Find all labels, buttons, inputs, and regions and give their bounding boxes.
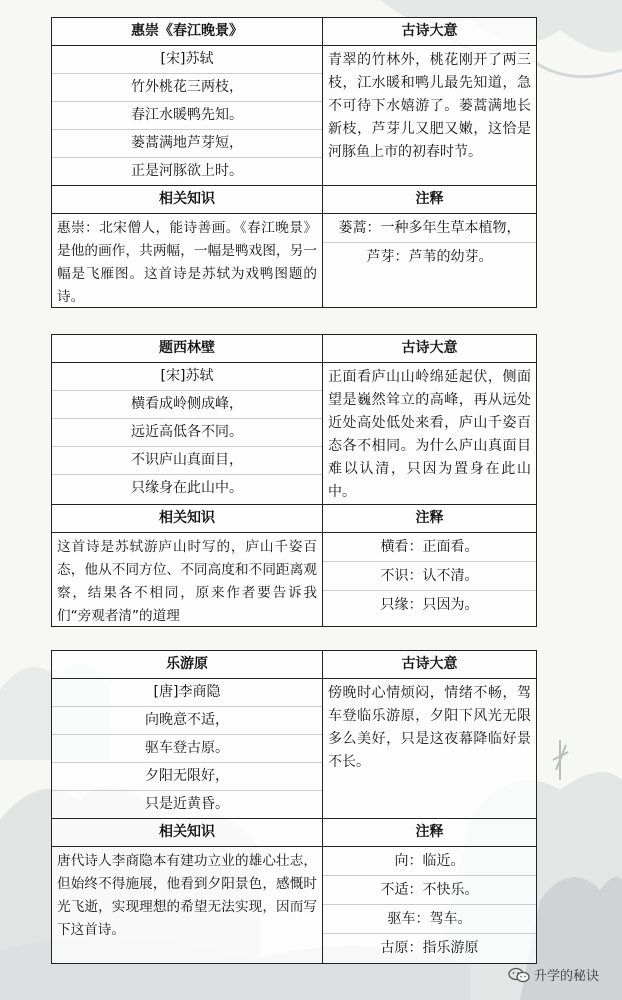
- poem-line: 竹外桃花三两枝，: [52, 74, 322, 102]
- poem-table-1: [51, 17, 537, 308]
- note-item: 横看：正面看。: [323, 533, 536, 562]
- note-item: 只缘：只因为。: [380, 597, 479, 613]
- note-item: 驱车：驾车。: [323, 905, 536, 934]
- poem-table-3: [51, 650, 537, 964]
- poem-line: 正是河豚欲上时。: [131, 163, 243, 179]
- poem-author: [宋]苏轼: [52, 46, 322, 74]
- poem-line: 夕阳无限好，: [52, 763, 322, 791]
- poem-title: 乐游原: [52, 651, 322, 679]
- knowledge-header: 相关知识: [52, 505, 322, 533]
- poem-line: 驱车登古原。: [52, 735, 322, 763]
- knowledge-header: 相关知识: [52, 186, 322, 214]
- poem-meaning: 青翠的竹林外，桃花刚开了两三枝，江水暖和鸭儿最先知道，急不可待下水嬉游了。蒌蒿满地长新枝，芦芽儿又肥又嫩，这恰是河豚鱼上市的初春时节。: [328, 52, 531, 160]
- watermark-text: 升学的秘诀: [534, 969, 600, 984]
- related-knowledge: 这首诗是苏轼游庐山时写的，庐山千姿百态，他从不同方位、不同高度和不同距离观察，结果各不相同，原来作者要告诉我们“旁观者清”的道理: [57, 539, 317, 624]
- meaning-header: 古诗大意: [323, 18, 536, 46]
- poem-line: 只是近黄昏。: [145, 796, 229, 812]
- note-item: 不识：认不清。: [323, 562, 536, 591]
- meaning-header: 古诗大意: [323, 335, 536, 363]
- note-item: 古原：指乐游原: [380, 940, 479, 956]
- poem-line: 横看成岭侧成峰，: [52, 391, 322, 419]
- poem-title: 惠崇《春江晚景》: [52, 18, 322, 46]
- notes-header: 注释: [323, 186, 536, 214]
- poem-table-2: [51, 334, 537, 627]
- note-item: 不适：不快乐。: [323, 876, 536, 905]
- related-knowledge: 惠崇：北宋僧人，能诗善画。《春江晚景》是他的画作，共两幅，一幅是鸭戏图，另一幅是飞雁图。这首诗是苏轼为戏鸭图题的诗。: [57, 220, 317, 305]
- knowledge-header: 相关知识: [52, 819, 322, 847]
- poem-line: 不识庐山真面目，: [52, 447, 322, 475]
- wechat-icon: [508, 967, 530, 983]
- poem-line: 只缘身在此山中。: [131, 480, 243, 496]
- poem-author: [宋]苏轼: [52, 363, 322, 391]
- poem-line: 春江水暖鸭先知。: [52, 102, 322, 130]
- poem-meaning: 正面看庐山山岭绵延起伏，侧面望是巍然耸立的高峰，再从远处近处高处低处来看，庐山千姿百态各不相同。为什么庐山真面目难以认清，只因为置身在此山中。: [328, 369, 531, 500]
- notes-header: 注释: [323, 505, 536, 533]
- poem-title: 题西林壁: [52, 335, 322, 363]
- poem-line: 远近高低各不同。: [52, 419, 322, 447]
- poem-author: [唐]李商隐: [52, 679, 322, 707]
- account-watermark: [508, 965, 599, 984]
- poem-line: 向晚意不适，: [52, 707, 322, 735]
- poem-line: 蒌蒿满地芦芽短，: [52, 130, 322, 158]
- note-item: 向：临近。: [323, 847, 536, 876]
- note-item: 蒌蒿：一种多年生草本植物，: [323, 214, 536, 243]
- notes-header: 注释: [323, 819, 536, 847]
- meaning-header: 古诗大意: [323, 651, 536, 679]
- poem-meaning: 傍晚时心情烦闷，情绪不畅，驾车登临乐游原，夕阳下风光无限多么美好，只是这夜幕降临好景不长。: [328, 685, 531, 770]
- note-item: 芦芽：芦苇的幼芽。: [366, 249, 493, 265]
- related-knowledge: 唐代诗人李商隐本有建功立业的雄心壮志，但始终不得施展，他看到夕阳景色，感慨时光飞逝，实现理想的希望无法实现，因而写下这首诗。: [57, 853, 317, 938]
